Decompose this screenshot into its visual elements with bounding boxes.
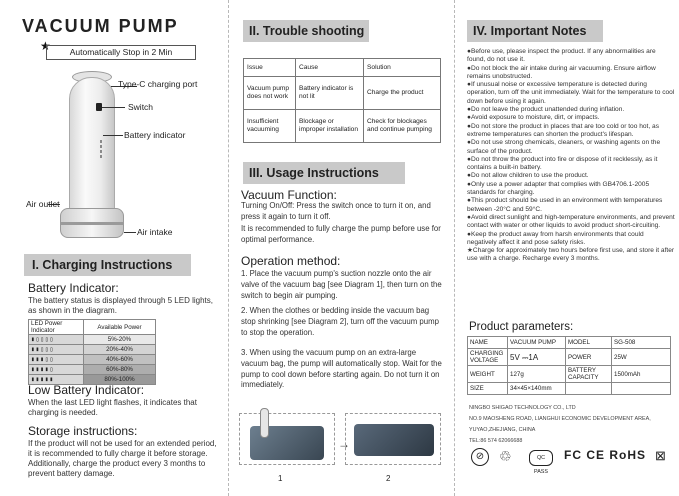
led-table-cell: 20%-40% (84, 345, 156, 355)
note-item: ●Keep the product away from harsh environments that could negatively affect it and pose safety risks. (467, 230, 644, 246)
diagram-label: 1 (278, 474, 283, 483)
led-table-cell: 80%-100% (84, 375, 156, 385)
ts-cell: Battery indicator is not lit (296, 77, 364, 110)
note-item: ●Do not store the product in places that are too cold or too hot, as extreme temperatures can shorten the product's lifespan. (467, 122, 660, 138)
trouble-shooting-table (243, 58, 441, 143)
vacuum-function-heading: Vacuum Function: (241, 188, 337, 202)
charging-instructions-heading: I. Charging Instructions (24, 254, 191, 276)
arrow-right-icon: → (338, 437, 350, 451)
trouble-shooting-heading: II. Trouble shooting (243, 20, 369, 42)
storage-text: If the product will not be used for an extended period, it is recommended to fully charge it before storage. Additionally, charge the product every 3 months to prevent battery damage. (28, 439, 217, 478)
diagram-1 (239, 413, 335, 465)
callout-outlet: Air outlet (26, 199, 60, 209)
led-dot-icon (100, 150, 102, 153)
ts-cell: Check for blockages and continue pumping (364, 110, 441, 143)
usage-instructions-heading: III. Usage Instructions (243, 162, 405, 184)
param-value: VACUUM PUMP (508, 337, 566, 349)
note-item: ★Charge for approximately two hours before first use, and store it after use with a charge. Recharge every 3 months. (467, 247, 675, 263)
param-label: NAME (468, 337, 508, 349)
company-name: NINGBO SHIGAO TECHNOLOGY CO., LTD (469, 405, 576, 411)
param-label (566, 383, 612, 395)
vacuum-function-tip: It is recommended to fully charge the pump before use for optimal performance. (241, 224, 441, 244)
param-label: WEIGHT (468, 366, 508, 383)
diagram-2 (345, 413, 441, 465)
callout-intake: Air intake (137, 227, 173, 237)
note-item: ●Only use a power adapter that complies with GB4706.1-2005 standards for charging. (467, 180, 650, 197)
note-item: ●Avoid exposure to moisture, dirt, or impacts. (467, 114, 600, 122)
ts-header: Solution (364, 59, 441, 77)
ts-cell: Insufficient vacuuming (244, 110, 296, 143)
param-label: MODEL (566, 337, 612, 349)
callout-battery: Battery indicator (124, 130, 186, 140)
led-table-header: Available Power (84, 320, 156, 335)
pump-illustration (69, 77, 115, 217)
battery-indicator-heading: Battery Indicator: (28, 281, 119, 295)
param-value: 1500mAh (612, 366, 671, 383)
ts-cell: Vacuum pump does not work (244, 77, 296, 110)
important-notes-heading: IV. Important Notes (467, 20, 603, 42)
note-item: ●If unusual noise or excessive temperature is detected during operation, turn off the unit immediately. Wait for the temperature to cool down before using it again. (467, 81, 675, 105)
product-parameters-heading: Product parameters: (469, 321, 574, 333)
compressed-bag-illustration (354, 424, 434, 456)
led-dot-icon (100, 145, 102, 148)
callout-switch: Switch (128, 102, 154, 112)
param-value (612, 383, 671, 395)
column-usage (228, 0, 450, 496)
recycle-icon: ♲ (499, 448, 512, 464)
param-value: 25W (612, 349, 671, 366)
note-item: ●Do not throw the product into fire or dispose of it recklessly, as it contains a built-in battery. (467, 155, 658, 172)
led-dot-icon (100, 155, 102, 158)
operation-step-3: 3. When using the vacuum pump on an extra-large vacuum bag, the pump will automatically stop. Wait for the pump to cool down before starting again. Do not turn it on immediately. (241, 348, 442, 390)
param-value: 34×45×140mm (508, 383, 566, 395)
led-bars-icon: ▮▯▯▯▯ (29, 335, 84, 345)
callout-line (103, 135, 123, 136)
note-item: ●This product should be used in an environment with temperatures between -20°C and 59°C. (467, 197, 663, 213)
storage-heading: Storage instructions: (28, 424, 138, 438)
param-label: POWER (566, 349, 612, 366)
battery-indicator-text: The battery status is displayed through 5 LED lights, as shown in the diagram. (28, 296, 213, 315)
low-battery-text: When the last LED light flashes, it indicates that charging is needed. (28, 398, 197, 417)
led-table-cell: 5%-20% (84, 335, 156, 345)
pump-ring-illustration (60, 222, 124, 225)
ts-header: Cause (296, 59, 364, 77)
param-label: SIZE (468, 383, 508, 395)
fc-ce-rohs-marks: FC CE RoHS (564, 448, 646, 462)
led-bars-icon: ▮▮▯▯▯ (29, 345, 84, 355)
led-bars-icon: ▮▮▮▮▮ (29, 375, 84, 385)
ts-cell: Blockage or improper installation (296, 110, 364, 143)
note-item: ●Do not block the air intake during air vacuuming. Ensure airflow remains unobstructed. (467, 64, 656, 80)
product-parameters-table (467, 336, 671, 395)
vacuum-function-text: Turning On/Off: Press the switch once to turn it on, and press it again to turn it off. (241, 201, 431, 221)
param-value: SG-508 (612, 337, 671, 349)
brand-title: VACUUM PUMP (22, 16, 179, 36)
column-notes (454, 0, 679, 496)
led-dot-icon (100, 140, 102, 143)
operation-step-2: 2. When the clothes or bedding inside the vacuum bag stop shrinking [see Diagram 2], turn off the vacuum pump to stop the operation. (241, 306, 439, 337)
certification-marks (469, 448, 674, 475)
note-item: ●Do not leave the product unattended during inflation. (467, 106, 625, 114)
param-label: BATTERY CAPACITY (566, 366, 612, 383)
param-value: 127g (508, 366, 566, 383)
qc-pass-badge: QC PASS (529, 450, 553, 466)
diagram-label: 2 (386, 474, 391, 483)
company-address-2: YUYAO,ZHEJIANG, CHINA (469, 427, 536, 433)
led-table-cell: 60%-80% (84, 365, 156, 375)
note-item: ●Avoid direct sunlight and high-temperature environments, and prevent contact with water or other liquids to avoid product short-circuiting. (467, 213, 675, 230)
led-power-table (28, 319, 156, 385)
led-table-header: LED Power Indicator (29, 320, 84, 335)
auto-stop-box: Automatically Stop in 2 Min (46, 45, 196, 60)
low-battery-heading: Low Battery Indicator: (28, 383, 145, 397)
note-item: ●Do not use strong chemicals, cleaners, or washing agents on the surface of the product. (467, 139, 661, 155)
pump-on-bag-illustration (260, 408, 269, 438)
callout-typec: Type-C charging port (118, 79, 198, 89)
operation-method-heading: Operation method: (241, 254, 341, 268)
led-table-cell: 40%-60% (84, 355, 156, 365)
led-bars-icon: ▮▮▮▯▯ (29, 355, 84, 365)
callout-line (124, 232, 136, 233)
param-value: 5V ⎓1A (508, 349, 566, 366)
note-item: ●Before use, please inspect the product. If any abnormalities are found, do not use it. (467, 48, 656, 64)
column-product-overview (0, 0, 224, 496)
operation-step-1: 1. Place the vacuum pump's suction nozzle onto the air valve of the vacuum bag [see Diagram 1], then turn on the switch to begin air pumping. (241, 269, 442, 300)
ts-cell: Charge the product (364, 77, 441, 110)
company-tel: TEL:86 574 62066688 (469, 438, 523, 444)
star-icon: ★ (40, 39, 51, 53)
wheelie-bin-icon: ⊠ (655, 448, 666, 463)
notes-list (467, 48, 675, 264)
callout-line (102, 107, 125, 108)
company-address-1: NO.9 MAOSHENG ROAD, LIANGHUI ECONOMIC DEVELOPMENT AREA, (469, 416, 651, 422)
note-item: ●Do not allow children to use the product. (467, 172, 589, 180)
ts-header: Issue (244, 59, 296, 77)
param-label: CHARGING VOLTAGE (468, 349, 508, 366)
no-disposal-icon: ⊘ (471, 448, 489, 466)
led-bars-icon: ▮▮▮▮▯ (29, 365, 84, 375)
